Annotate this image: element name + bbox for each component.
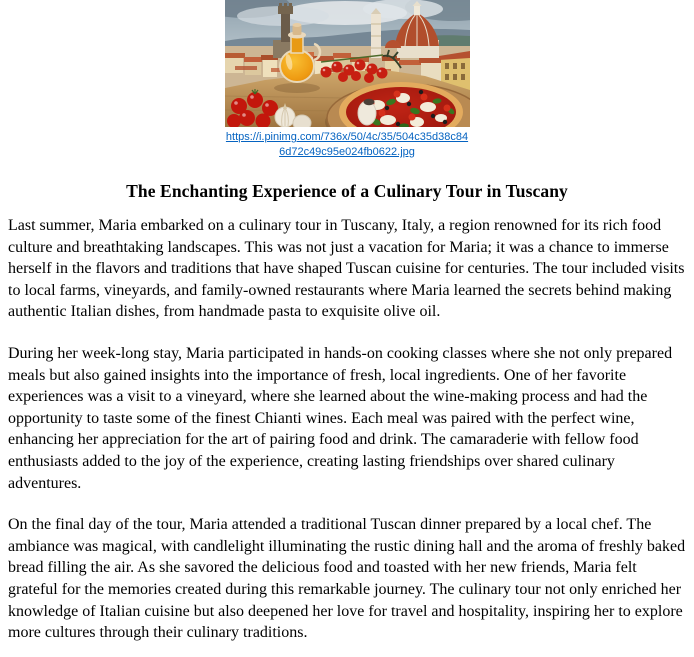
image-source-link[interactable]: https://i.pinimg.com/736x/50/4c/35/504c35d38c846d72c49c95e024fb0622.jpg — [225, 131, 469, 158]
article-paragraph-2: During her week-long stay, Maria participated in hands-on cooking classes where she not only prepared meals but also gained insights into the importance of fresh, local ingredients. One of her favorite experiences was a visit to a vineyard, where she learned about the wine-making process and had the opportunity to taste some of the finest Chianti wines. Each meal was paired with the perfect wine, enhancing her appreciation for the art of pairing food and drink. The camaraderie with fellow food enthusiasts added to the joy of the experience, creating lasting friendships over shared culinary adventures. — [8, 344, 673, 492]
article-title: The Enchanting Experience of a Culinary Tour in Tuscany — [126, 181, 568, 201]
tuscany-photo — [225, 0, 470, 127]
image-caption — [225, 130, 470, 160]
article-paragraph-1: Last summer, Maria embarked on a culinary tour in Tuscany, Italy, a region renowned for its rich food culture and breathtaking landscapes. This was not just a vacation for Maria; it was a chance to immerse herself in the flavors and traditions that have shaped Tuscan cuisine for centuries. The tour included visits to local farms, vineyards, and family-owned restaurants where Maria learned the secrets behind making authentic Italian dishes, from handmade pasta to exquisite olive oil. — [8, 217, 685, 321]
article-figure — [225, 0, 470, 160]
article-paragraph-3: On the final day of the tour, Maria attended a traditional Tuscan dinner prepared by a local chef. The ambiance was magical, with candlelight illuminating the rustic dining hall and the aroma of freshly baked bread filling the air. As she savored the delicious food and toasted with her new friends, Maria felt grateful for the memories created during this remarkable journey. The culinary tour not only enriched her knowledge of Italian cuisine but also deepened her love for travel and hospitality, inspiring her to explore more cultures through their culinary traditions. — [8, 516, 686, 642]
